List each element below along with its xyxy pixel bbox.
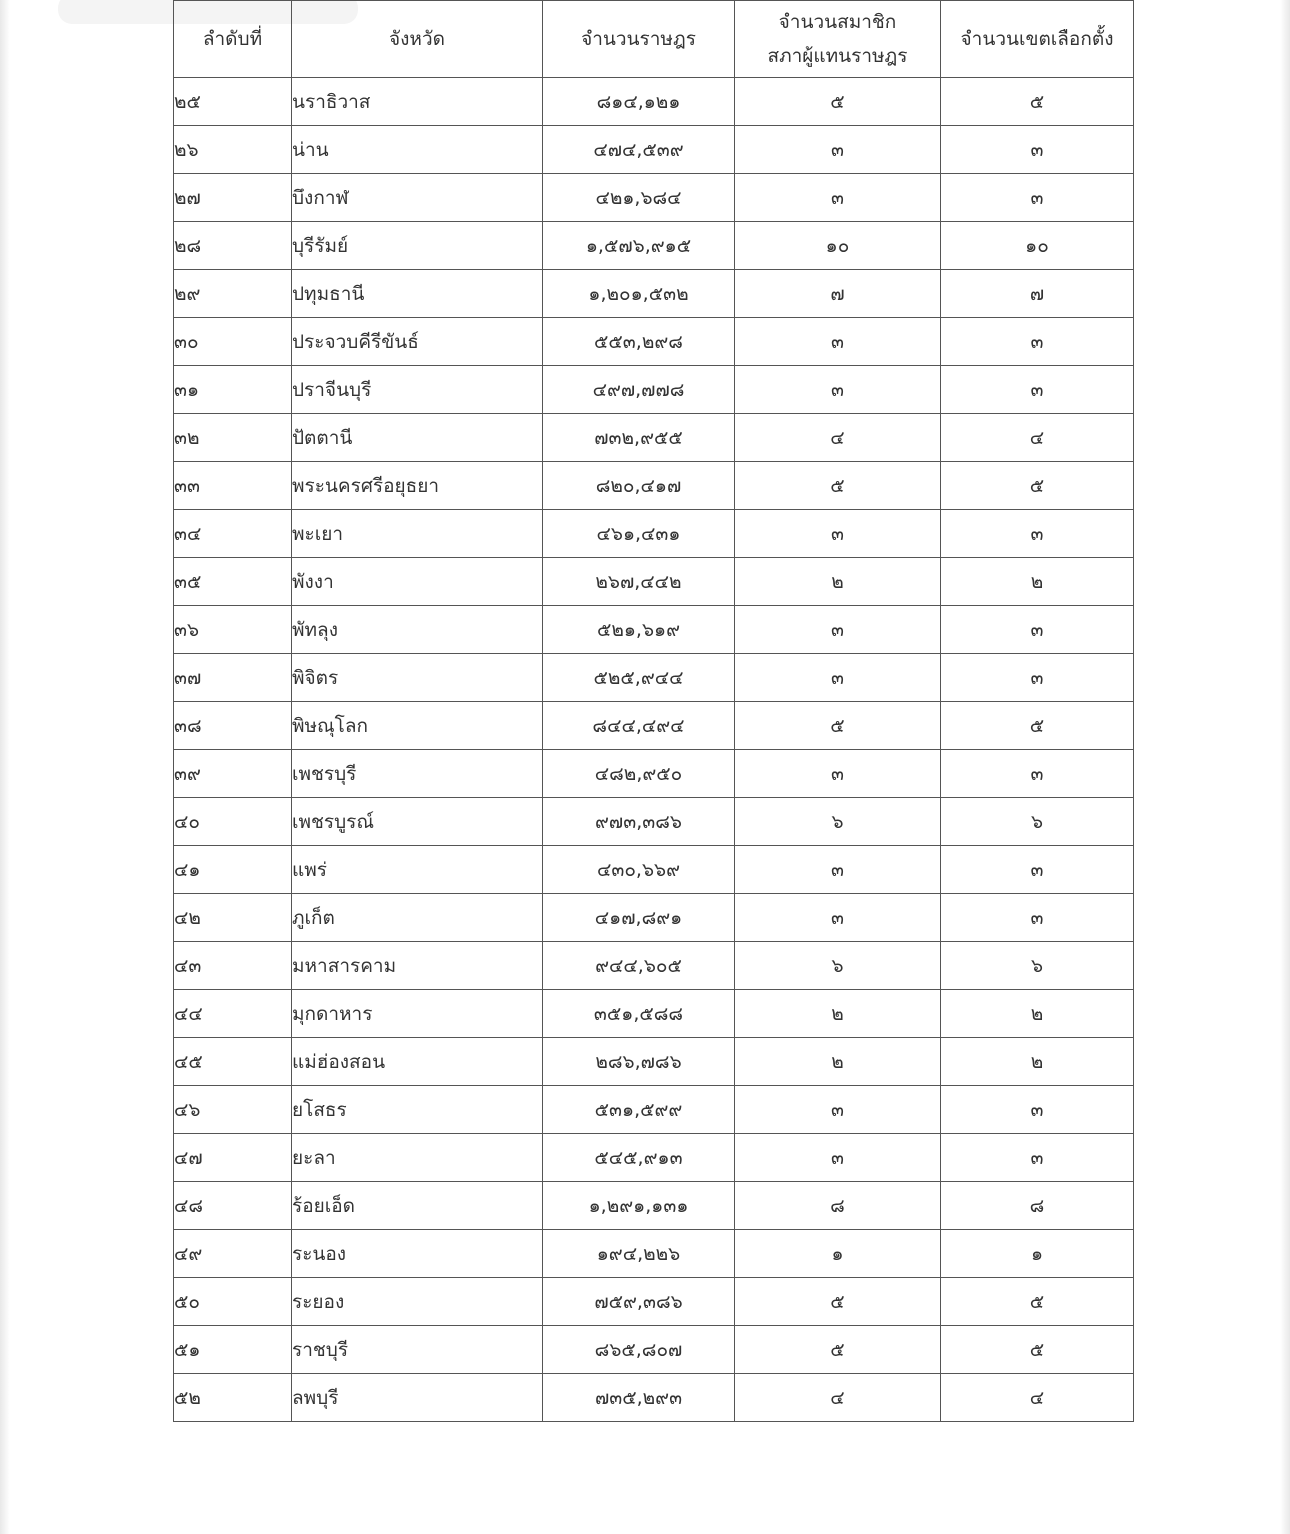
cell-population: ๕๒๑,๖๑๙ bbox=[543, 606, 735, 654]
cell-population: ๗๓๒,๙๕๕ bbox=[543, 414, 735, 462]
cell-mp-count: ๑ bbox=[735, 1230, 941, 1278]
table-row bbox=[174, 654, 1134, 702]
cell-order: ๔๕ bbox=[174, 1038, 292, 1086]
cell-district-count: ๔ bbox=[941, 1374, 1134, 1422]
table-row bbox=[174, 222, 1134, 270]
cell-province: ปราจีนบุรี bbox=[292, 366, 543, 414]
header-order: ลำดับที่ bbox=[174, 1, 292, 78]
cell-order: ๒๘ bbox=[174, 222, 292, 270]
cell-province: บุรีรัมย์ bbox=[292, 222, 543, 270]
table-row bbox=[174, 702, 1134, 750]
cell-district-count: ๕ bbox=[941, 702, 1134, 750]
header-mp-line2: สภาผู้แทนราษฎร bbox=[767, 45, 908, 67]
cell-order: ๔๔ bbox=[174, 990, 292, 1038]
cell-mp-count: ๓ bbox=[735, 606, 941, 654]
table-row bbox=[174, 846, 1134, 894]
table-row bbox=[174, 990, 1134, 1038]
cell-province: พิจิตร bbox=[292, 654, 543, 702]
cell-district-count: ๕ bbox=[941, 78, 1134, 126]
cell-province: แพร่ bbox=[292, 846, 543, 894]
table-body bbox=[174, 78, 1134, 1422]
cell-mp-count: ๖ bbox=[735, 798, 941, 846]
cell-mp-count: ๑๐ bbox=[735, 222, 941, 270]
cell-mp-count: ๓ bbox=[735, 750, 941, 798]
cell-district-count: ๓ bbox=[941, 126, 1134, 174]
cell-district-count: ๓ bbox=[941, 846, 1134, 894]
cell-population: ๕๔๕,๙๑๓ bbox=[543, 1134, 735, 1182]
table-row bbox=[174, 1134, 1134, 1182]
cell-district-count: ๖ bbox=[941, 942, 1134, 990]
cell-order: ๕๐ bbox=[174, 1278, 292, 1326]
cell-mp-count: ๓ bbox=[735, 318, 941, 366]
cell-order: ๔๓ bbox=[174, 942, 292, 990]
cell-mp-count: ๖ bbox=[735, 942, 941, 990]
cell-order: ๓๒ bbox=[174, 414, 292, 462]
cell-province: น่าน bbox=[292, 126, 543, 174]
cell-district-count: ๓ bbox=[941, 654, 1134, 702]
cell-mp-count: ๓ bbox=[735, 126, 941, 174]
cell-province: มหาสารคาม bbox=[292, 942, 543, 990]
cell-population: ๑,๒๐๑,๕๓๒ bbox=[543, 270, 735, 318]
cell-province: ราชบุรี bbox=[292, 1326, 543, 1374]
cell-order: ๕๑ bbox=[174, 1326, 292, 1374]
cell-population: ๙๔๔,๖๐๕ bbox=[543, 942, 735, 990]
table-row bbox=[174, 414, 1134, 462]
cell-population: ๒๖๗,๔๔๒ bbox=[543, 558, 735, 606]
cell-population: ๔๑๗,๘๙๑ bbox=[543, 894, 735, 942]
cell-mp-count: ๒ bbox=[735, 1038, 941, 1086]
cell-mp-count: ๓ bbox=[735, 1086, 941, 1134]
table-header-row bbox=[174, 1, 1134, 78]
cell-district-count: ๓ bbox=[941, 894, 1134, 942]
cell-mp-count: ๓ bbox=[735, 894, 941, 942]
cell-order: ๔๐ bbox=[174, 798, 292, 846]
cell-population: ๔๒๑,๖๘๔ bbox=[543, 174, 735, 222]
table-row bbox=[174, 1038, 1134, 1086]
cell-mp-count: ๕ bbox=[735, 1326, 941, 1374]
cell-population: ๘๖๕,๘๐๗ bbox=[543, 1326, 735, 1374]
cell-province: พิษณุโลก bbox=[292, 702, 543, 750]
cell-order: ๔๗ bbox=[174, 1134, 292, 1182]
cell-population: ๗๓๕,๒๙๓ bbox=[543, 1374, 735, 1422]
table-row bbox=[174, 1086, 1134, 1134]
cell-order: ๓๘ bbox=[174, 702, 292, 750]
left-edge-shadow bbox=[0, 0, 10, 1534]
cell-province: ภูเก็ต bbox=[292, 894, 543, 942]
cell-order: ๔๘ bbox=[174, 1182, 292, 1230]
cell-order: ๓๙ bbox=[174, 750, 292, 798]
table-row bbox=[174, 510, 1134, 558]
cell-order: ๓๐ bbox=[174, 318, 292, 366]
cell-order: ๒๗ bbox=[174, 174, 292, 222]
cell-population: ๕๒๕,๙๔๔ bbox=[543, 654, 735, 702]
cell-order: ๔๙ bbox=[174, 1230, 292, 1278]
cell-province: ลพบุรี bbox=[292, 1374, 543, 1422]
cell-district-count: ๓ bbox=[941, 1086, 1134, 1134]
header-mp-count bbox=[735, 1, 941, 78]
cell-province: นราธิวาส bbox=[292, 78, 543, 126]
cell-population: ๔๙๗,๗๗๘ bbox=[543, 366, 735, 414]
cell-district-count: ๒ bbox=[941, 990, 1134, 1038]
table-row bbox=[174, 1182, 1134, 1230]
table-row bbox=[174, 318, 1134, 366]
cell-province: พัทลุง bbox=[292, 606, 543, 654]
header-population: จำนวนราษฎร bbox=[543, 1, 735, 78]
table-row bbox=[174, 942, 1134, 990]
cell-mp-count: ๗ bbox=[735, 270, 941, 318]
cell-province: ปัตตานี bbox=[292, 414, 543, 462]
cell-population: ๔๓๐,๖๖๙ bbox=[543, 846, 735, 894]
cell-province: แม่ฮ่องสอน bbox=[292, 1038, 543, 1086]
cell-mp-count: ๕ bbox=[735, 1278, 941, 1326]
province-table bbox=[173, 0, 1134, 1422]
cell-province: ยะลา bbox=[292, 1134, 543, 1182]
table-row bbox=[174, 366, 1134, 414]
cell-order: ๓๗ bbox=[174, 654, 292, 702]
cell-order: ๒๕ bbox=[174, 78, 292, 126]
cell-order: ๓๓ bbox=[174, 462, 292, 510]
cell-mp-count: ๓ bbox=[735, 1134, 941, 1182]
cell-population: ๑,๒๙๑,๑๓๑ bbox=[543, 1182, 735, 1230]
cell-district-count: ๒ bbox=[941, 1038, 1134, 1086]
cell-district-count: ๕ bbox=[941, 462, 1134, 510]
cell-district-count: ๑ bbox=[941, 1230, 1134, 1278]
cell-mp-count: ๓ bbox=[735, 846, 941, 894]
cell-province: ยโสธร bbox=[292, 1086, 543, 1134]
cell-mp-count: ๒ bbox=[735, 990, 941, 1038]
cell-population: ๑,๕๗๖,๙๑๕ bbox=[543, 222, 735, 270]
cell-district-count: ๓ bbox=[941, 750, 1134, 798]
cell-population: ๔๖๑,๔๓๑ bbox=[543, 510, 735, 558]
cell-order: ๔๖ bbox=[174, 1086, 292, 1134]
cell-population: ๔๗๔,๕๓๙ bbox=[543, 126, 735, 174]
table-row bbox=[174, 798, 1134, 846]
cell-district-count: ๗ bbox=[941, 270, 1134, 318]
cell-district-count: ๘ bbox=[941, 1182, 1134, 1230]
cell-order: ๕๒ bbox=[174, 1374, 292, 1422]
cell-district-count: ๓ bbox=[941, 1134, 1134, 1182]
header-mp-line1: จำนวนสมาชิก bbox=[778, 11, 897, 33]
right-edge-shadow bbox=[1280, 0, 1290, 1534]
cell-province: เพชรบุรี bbox=[292, 750, 543, 798]
cell-province: บึงกาฬ bbox=[292, 174, 543, 222]
cell-population: ๗๕๙,๓๘๖ bbox=[543, 1278, 735, 1326]
cell-mp-count: ๕ bbox=[735, 78, 941, 126]
table-row bbox=[174, 1374, 1134, 1422]
header-province: จังหวัด bbox=[292, 1, 543, 78]
cell-mp-count: ๕ bbox=[735, 702, 941, 750]
cell-province: พะเยา bbox=[292, 510, 543, 558]
cell-province: มุกดาหาร bbox=[292, 990, 543, 1038]
table-row bbox=[174, 558, 1134, 606]
cell-district-count: ๕ bbox=[941, 1278, 1134, 1326]
table-row bbox=[174, 174, 1134, 222]
cell-population: ๔๘๒,๙๕๐ bbox=[543, 750, 735, 798]
table-row bbox=[174, 750, 1134, 798]
cell-province: ประจวบคีรีขันธ์ bbox=[292, 318, 543, 366]
cell-order: ๔๒ bbox=[174, 894, 292, 942]
cell-mp-count: ๓ bbox=[735, 654, 941, 702]
table-row bbox=[174, 126, 1134, 174]
cell-order: ๓๖ bbox=[174, 606, 292, 654]
cell-district-count: ๓ bbox=[941, 606, 1134, 654]
cell-district-count: ๒ bbox=[941, 558, 1134, 606]
cell-order: ๓๕ bbox=[174, 558, 292, 606]
cell-district-count: ๕ bbox=[941, 1326, 1134, 1374]
cell-order: ๓๑ bbox=[174, 366, 292, 414]
cell-order: ๒๙ bbox=[174, 270, 292, 318]
cell-district-count: ๔ bbox=[941, 414, 1134, 462]
cell-district-count: ๓ bbox=[941, 174, 1134, 222]
cell-population: ๑๙๔,๒๒๖ bbox=[543, 1230, 735, 1278]
cell-district-count: ๑๐ bbox=[941, 222, 1134, 270]
cell-mp-count: ๓ bbox=[735, 510, 941, 558]
cell-district-count: ๓ bbox=[941, 510, 1134, 558]
table-row bbox=[174, 1230, 1134, 1278]
cell-order: ๔๑ bbox=[174, 846, 292, 894]
cell-mp-count: ๘ bbox=[735, 1182, 941, 1230]
cell-province: ปทุมธานี bbox=[292, 270, 543, 318]
cell-province: พังงา bbox=[292, 558, 543, 606]
table-row bbox=[174, 462, 1134, 510]
table-row bbox=[174, 1278, 1134, 1326]
cell-population: ๓๕๑,๕๘๘ bbox=[543, 990, 735, 1038]
cell-population: ๘๔๔,๔๙๔ bbox=[543, 702, 735, 750]
cell-mp-count: ๔ bbox=[735, 1374, 941, 1422]
cell-district-count: ๖ bbox=[941, 798, 1134, 846]
cell-district-count: ๓ bbox=[941, 318, 1134, 366]
cell-district-count: ๓ bbox=[941, 366, 1134, 414]
cell-mp-count: ๔ bbox=[735, 414, 941, 462]
table-row bbox=[174, 606, 1134, 654]
cell-population: ๘๒๐,๔๑๗ bbox=[543, 462, 735, 510]
cell-order: ๒๖ bbox=[174, 126, 292, 174]
cell-province: ระยอง bbox=[292, 1278, 543, 1326]
cell-population: ๕๓๑,๕๙๙ bbox=[543, 1086, 735, 1134]
table-row bbox=[174, 270, 1134, 318]
cell-province: พระนครศรีอยุธยา bbox=[292, 462, 543, 510]
table-row bbox=[174, 1326, 1134, 1374]
table-row bbox=[174, 894, 1134, 942]
cell-order: ๓๔ bbox=[174, 510, 292, 558]
cell-province: ระนอง bbox=[292, 1230, 543, 1278]
cell-population: ๕๕๓,๒๙๘ bbox=[543, 318, 735, 366]
cell-mp-count: ๓ bbox=[735, 174, 941, 222]
cell-mp-count: ๓ bbox=[735, 366, 941, 414]
table-row bbox=[174, 78, 1134, 126]
cell-population: ๒๘๖,๗๘๖ bbox=[543, 1038, 735, 1086]
cell-province: ร้อยเอ็ด bbox=[292, 1182, 543, 1230]
cell-mp-count: ๕ bbox=[735, 462, 941, 510]
cell-mp-count: ๒ bbox=[735, 558, 941, 606]
cell-population: ๘๑๔,๑๒๑ bbox=[543, 78, 735, 126]
header-district-count: จำนวนเขตเลือกตั้ง bbox=[941, 1, 1134, 78]
cell-population: ๙๗๓,๓๘๖ bbox=[543, 798, 735, 846]
cell-province: เพชรบูรณ์ bbox=[292, 798, 543, 846]
